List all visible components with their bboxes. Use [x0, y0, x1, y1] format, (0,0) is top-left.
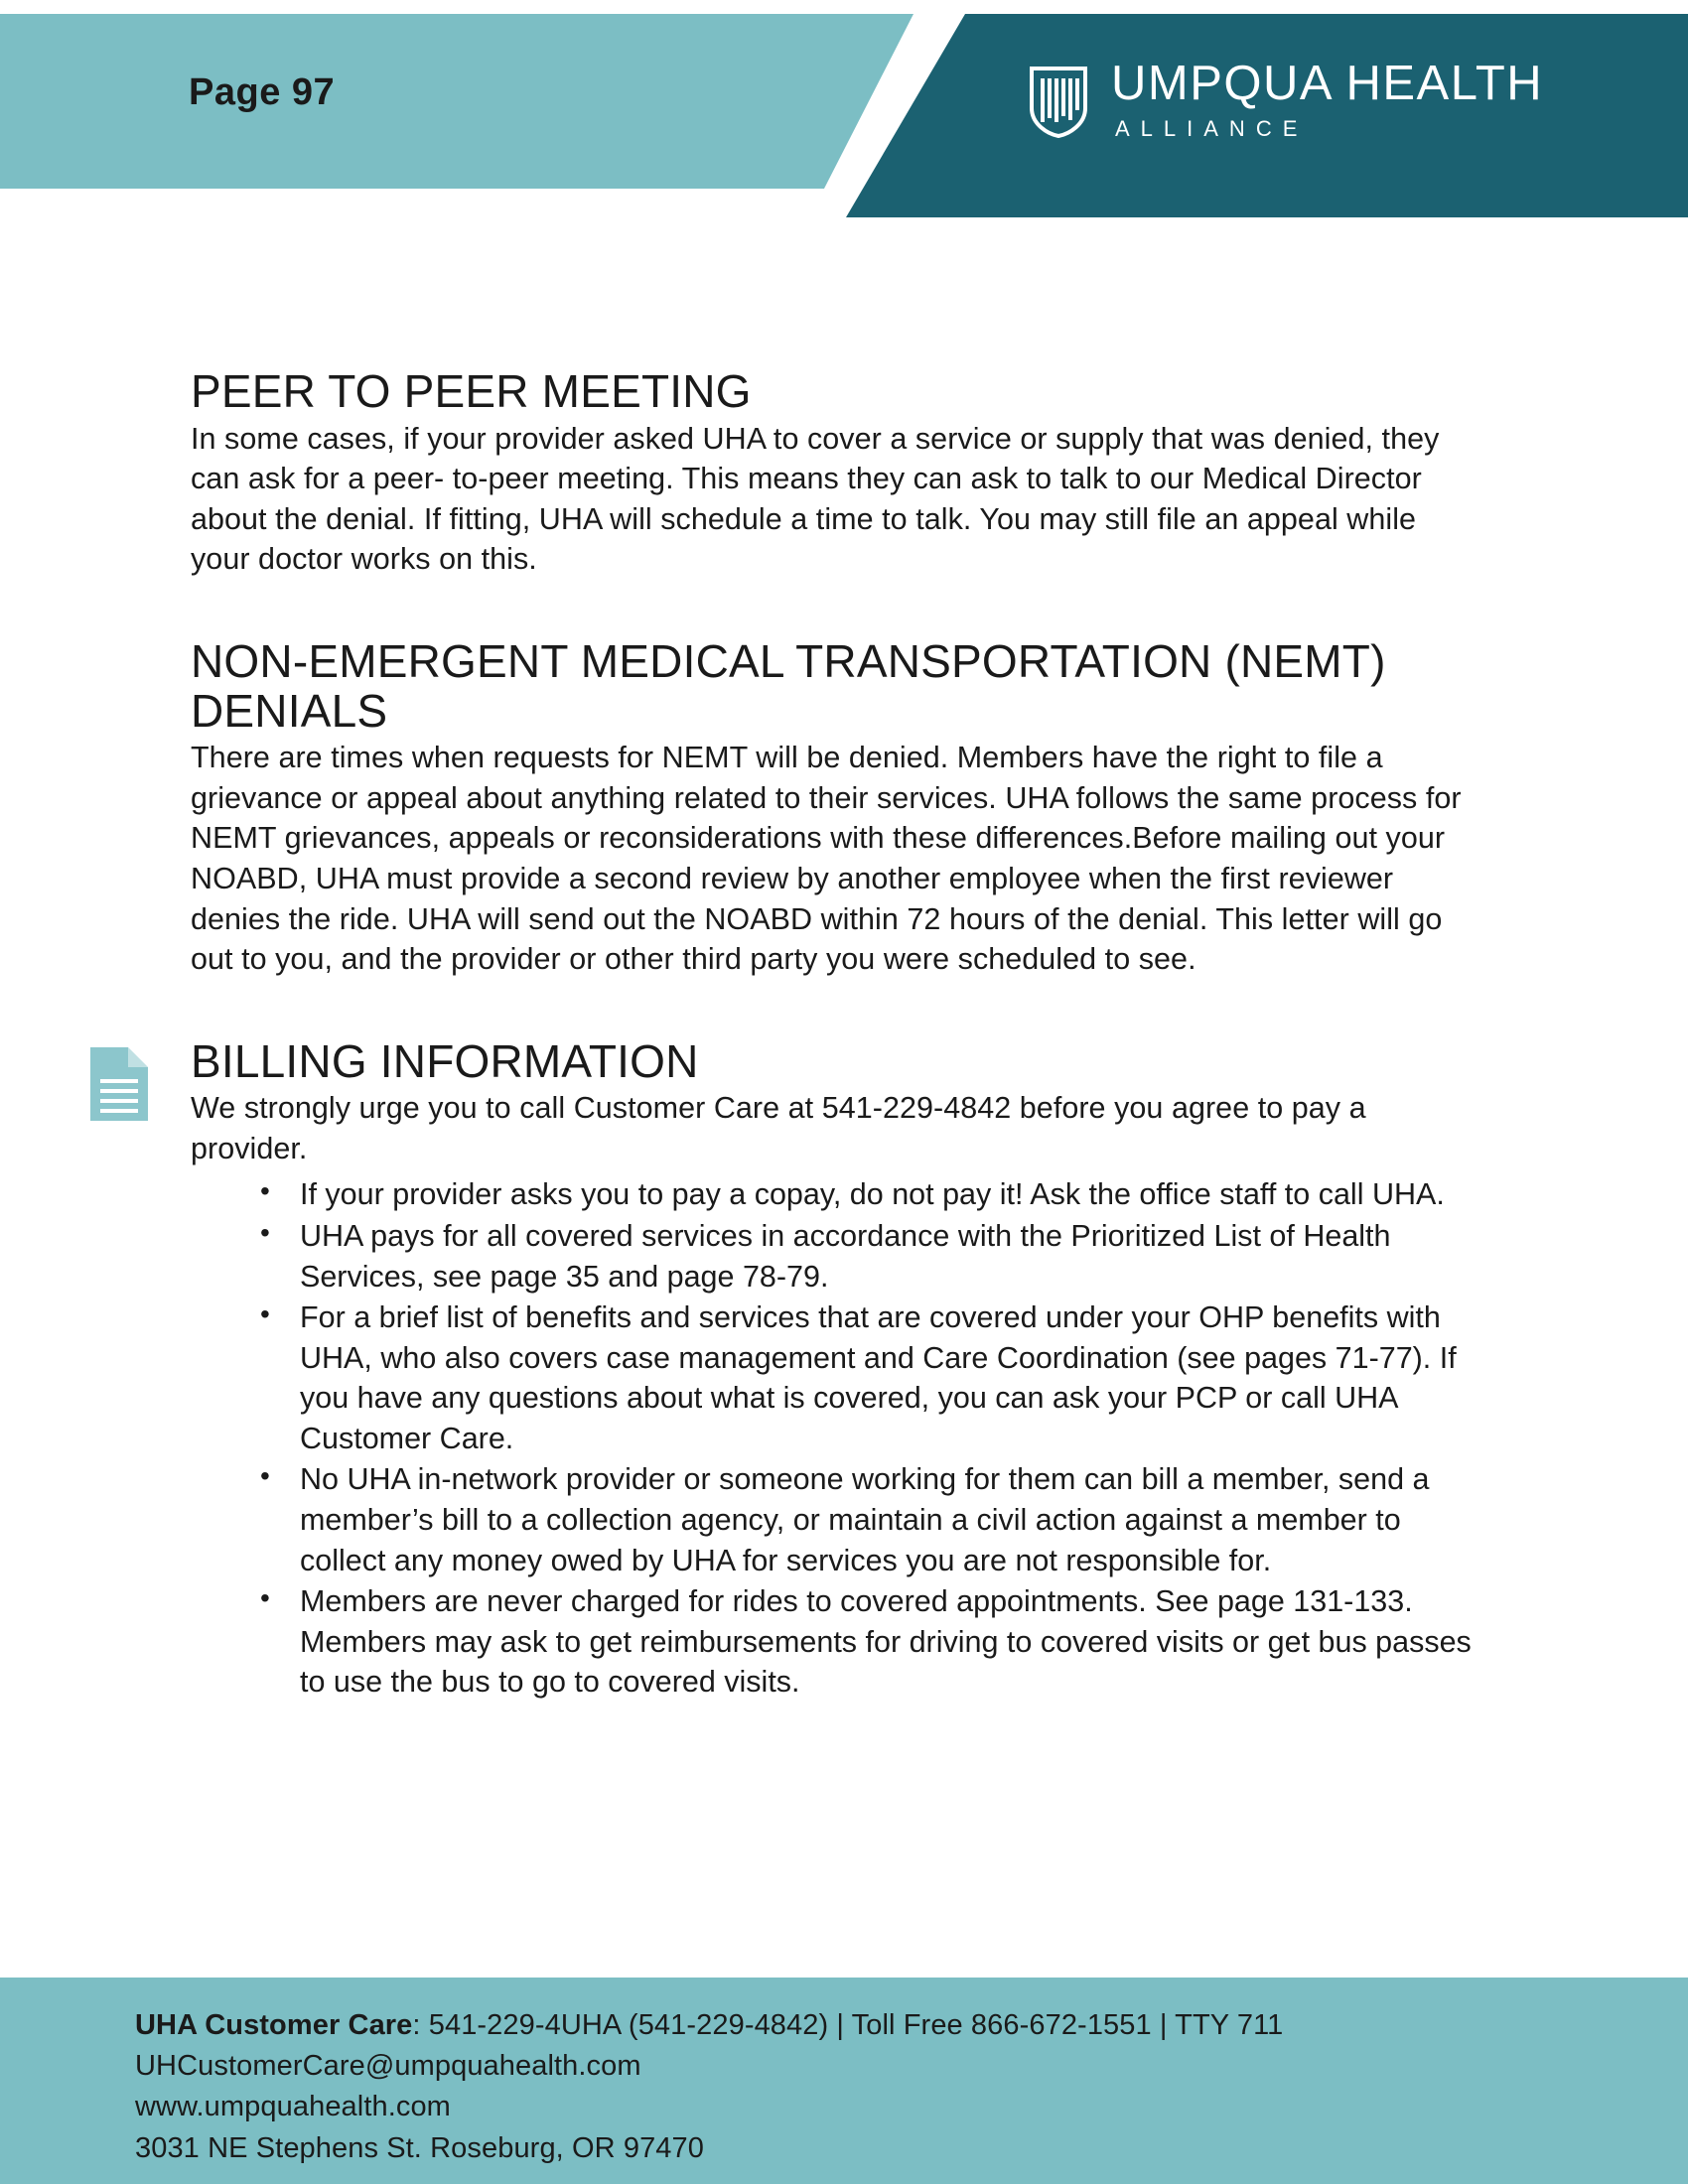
- section-title-nemt-denials: NON-EMERGENT MEDICAL TRANSPORTATION (NEMT) DENIALS: [191, 634, 1386, 737]
- section-peer-to-peer: [191, 367, 1472, 580]
- footer-website[interactable]: www.umpquahealth.com: [135, 2091, 451, 2123]
- brand-subtitle: ALLIANCE: [1115, 116, 1309, 141]
- footer-customer-care-label: UHA Customer Care: [135, 2009, 413, 2041]
- footer-email[interactable]: UHCustomerCare@umpquahealth.com: [135, 2050, 641, 2083]
- document-content: [191, 367, 1472, 1742]
- list-item: • UHA pays for all covered services in accordance with the Prioritized List of Health Services, see page 35 and page 78-79.: [298, 1216, 1472, 1297]
- billing-bullet-list: [191, 1174, 1472, 1702]
- section-title-peer-to-peer: PEER TO PEER MEETING: [191, 365, 752, 417]
- list-item: • If your provider asks you to pay a copay, do not pay it! Ask the office staff to call UHA.: [298, 1174, 1472, 1215]
- header-light-banner: [0, 14, 914, 189]
- section-paragraph-nemt-denials: There are times when requests for NEMT will be denied. Members have the right to file a grievance or appeal about anything related to their services. UHA follows the same process for NEMT grievances, appeals or reconsiderations with these differences.Before mailing out your NOABD, UHA must provide a second review by another employee when the first reviewer denies the ride. UHA will send out the NOABD within 72 hours of the denial. This letter will go out to you, and the provider or other third party you were scheduled to see.: [191, 741, 1462, 977]
- section-title-billing-information: BILLING INFORMATION: [191, 1034, 699, 1087]
- footer-customer-care-line: [135, 2005, 1283, 2046]
- list-item: • No UHA in-network provider or someone working for them can bill a member, send a member’s bill to a collection agency, or maintain a civil action against a member to collect any money owed by UHA for services you are not responsible for.: [298, 1459, 1472, 1580]
- brand-name: UMPQUA HEALTH: [1111, 57, 1544, 110]
- page-header: [0, 0, 1688, 226]
- document-icon: [88, 1045, 150, 1123]
- page-footer: [0, 1978, 1688, 2184]
- footer-contact-block: [135, 2005, 1283, 2169]
- list-item: • Members are never charged for rides to covered appointments. See page 131-133. Members may ask to get reimbursements for driving to covered visits or get bus passes to use the bus to go to covered visits.: [298, 1581, 1472, 1703]
- section-paragraph-peer-to-peer: In some cases, if your provider asked UHA to cover a service or supply that was denied, they can ask for a peer- to-peer meeting. This means they can ask to talk to our Medical Director about the denial. If fitting, UHA will schedule a time to talk. You may still file an appeal while your doctor works on this.: [191, 421, 1440, 577]
- list-item: • For a brief list of benefits and services that are covered under your OHP benefits with UHA, who also covers case management and Care Coordination (see pages 71-77). If you have any questions about what is covered, you can ask your PCP or call UHA Customer Care.: [298, 1297, 1472, 1458]
- section-paragraph-billing-information: We strongly urge you to call Customer Care at 541-229-4842 before you agree to pay a provider.: [191, 1091, 1366, 1165]
- umpqua-health-shield-icon: [1028, 65, 1089, 138]
- page-number: Page 97: [189, 71, 336, 113]
- footer-customer-care-numbers: : 541-229-4UHA (541-229-4842) | Toll Free 866-672-1551 | TTY 711: [412, 2009, 1284, 2041]
- footer-address: 3031 NE Stephens St. Roseburg, OR 97470: [135, 2131, 704, 2164]
- section-nemt-denials: [191, 634, 1472, 980]
- brand-logo: [1028, 57, 1544, 142]
- section-billing-information: [191, 1034, 1472, 1703]
- brand-logo-text: [1111, 57, 1544, 142]
